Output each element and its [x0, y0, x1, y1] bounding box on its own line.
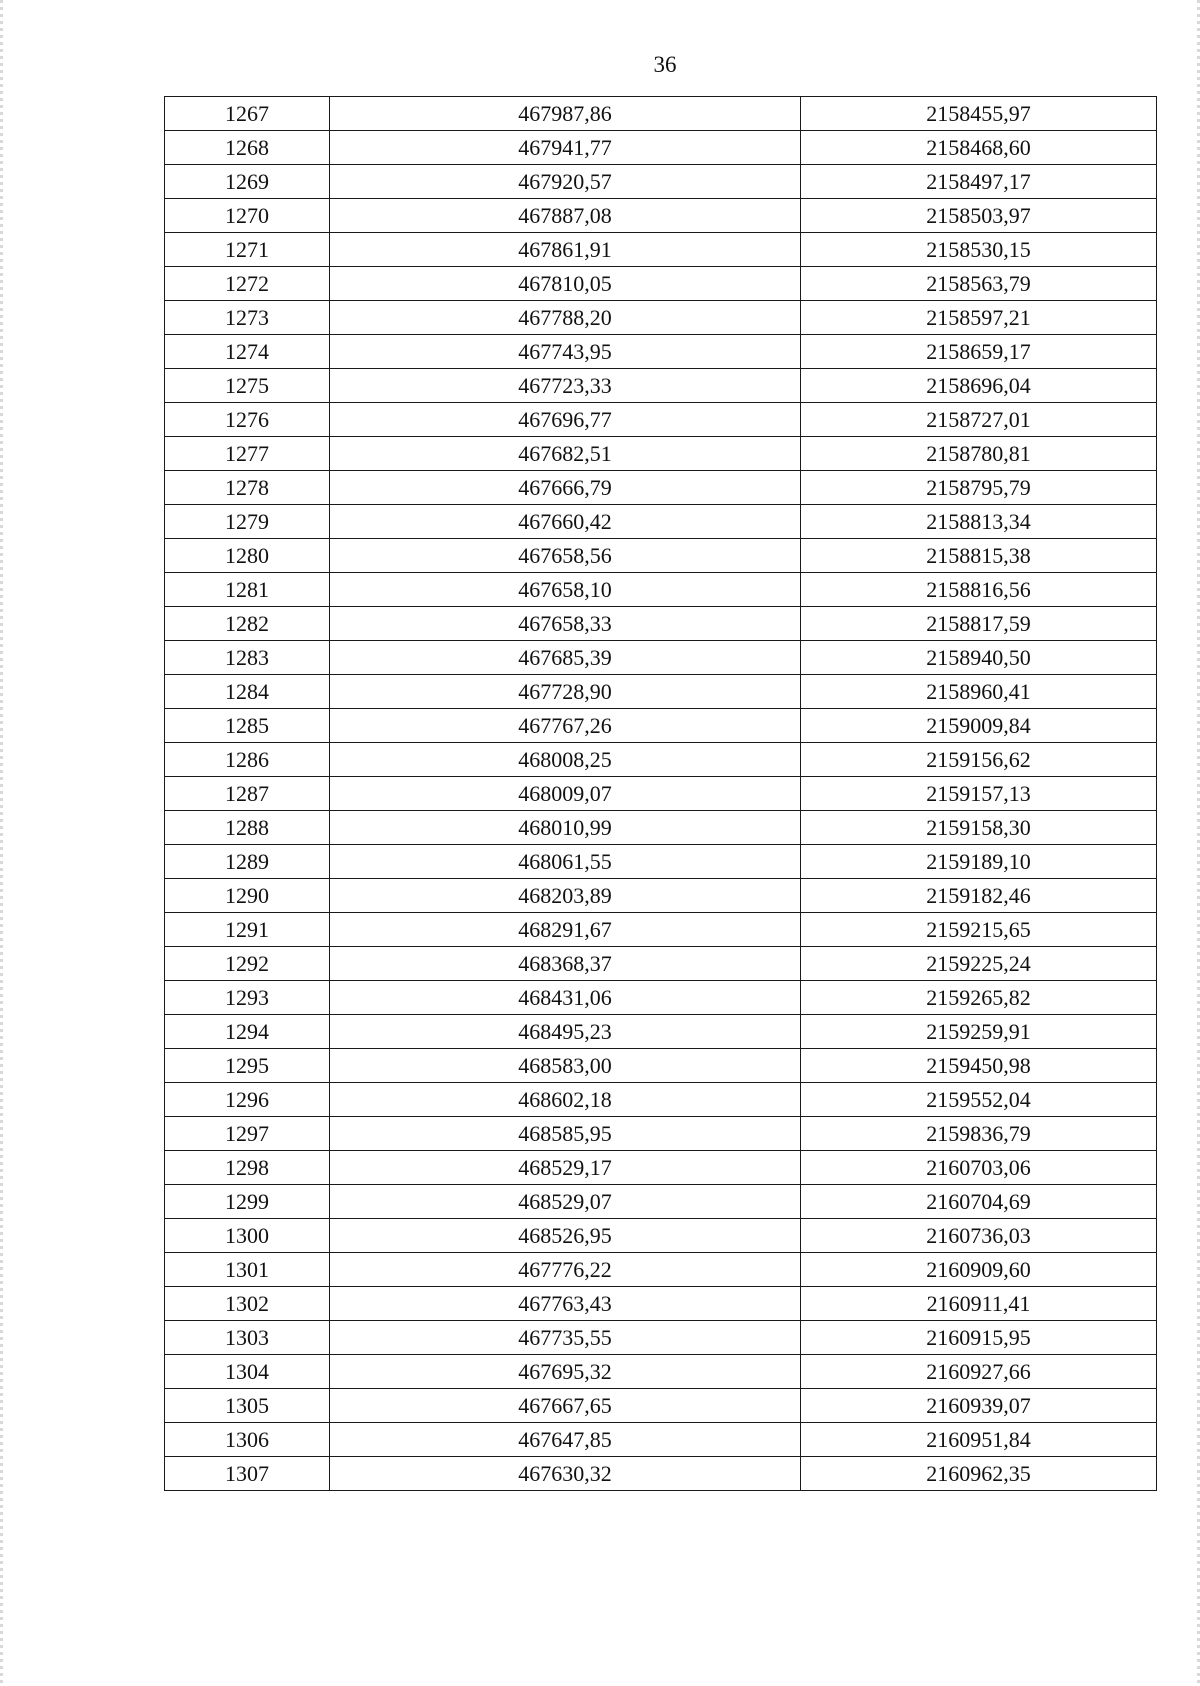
- table-row: [165, 437, 1157, 471]
- point-number-cell: 1288: [165, 811, 330, 845]
- table-row: [165, 1457, 1157, 1491]
- point-number-cell: 1285: [165, 709, 330, 743]
- table-row: [165, 777, 1157, 811]
- x-coordinate-cell: 467685,39: [330, 641, 801, 675]
- x-coordinate-cell: 467987,86: [330, 97, 801, 131]
- x-coordinate-cell: 467920,57: [330, 165, 801, 199]
- table-row: [165, 845, 1157, 879]
- y-coordinate-cell: 2159836,79: [801, 1117, 1157, 1151]
- y-coordinate-cell: 2158468,60: [801, 131, 1157, 165]
- point-number-cell: 1277: [165, 437, 330, 471]
- table-row: [165, 1389, 1157, 1423]
- point-number-cell: 1299: [165, 1185, 330, 1219]
- point-number-cell: 1278: [165, 471, 330, 505]
- point-number-cell: 1273: [165, 301, 330, 335]
- x-coordinate-cell: 467658,33: [330, 607, 801, 641]
- table-row: [165, 301, 1157, 335]
- y-coordinate-cell: 2158960,41: [801, 675, 1157, 709]
- table-row: [165, 539, 1157, 573]
- table-row: [165, 131, 1157, 165]
- table-row: [165, 1151, 1157, 1185]
- point-number-cell: 1267: [165, 97, 330, 131]
- x-coordinate-cell: 467767,26: [330, 709, 801, 743]
- scan-edge-left: [0, 0, 3, 1686]
- point-number-cell: 1303: [165, 1321, 330, 1355]
- x-coordinate-cell: 467630,32: [330, 1457, 801, 1491]
- y-coordinate-cell: 2159182,46: [801, 879, 1157, 913]
- y-coordinate-cell: 2158597,21: [801, 301, 1157, 335]
- x-coordinate-cell: 467776,22: [330, 1253, 801, 1287]
- x-coordinate-cell: 468583,00: [330, 1049, 801, 1083]
- y-coordinate-cell: 2159189,10: [801, 845, 1157, 879]
- x-coordinate-cell: 467682,51: [330, 437, 801, 471]
- table-row: [165, 1219, 1157, 1253]
- point-number-cell: 1268: [165, 131, 330, 165]
- x-coordinate-cell: 468008,25: [330, 743, 801, 777]
- point-number-cell: 1291: [165, 913, 330, 947]
- table-row: [165, 403, 1157, 437]
- point-number-cell: 1307: [165, 1457, 330, 1491]
- point-number-cell: 1305: [165, 1389, 330, 1423]
- x-coordinate-cell: 468010,99: [330, 811, 801, 845]
- x-coordinate-cell: 467810,05: [330, 267, 801, 301]
- point-number-cell: 1295: [165, 1049, 330, 1083]
- y-coordinate-cell: 2158795,79: [801, 471, 1157, 505]
- table-row: [165, 1321, 1157, 1355]
- y-coordinate-cell: 2160915,95: [801, 1321, 1157, 1355]
- point-number-cell: 1275: [165, 369, 330, 403]
- point-number-cell: 1292: [165, 947, 330, 981]
- table-row: [165, 1253, 1157, 1287]
- x-coordinate-cell: 468529,07: [330, 1185, 801, 1219]
- y-coordinate-cell: 2158727,01: [801, 403, 1157, 437]
- table-row: [165, 1287, 1157, 1321]
- table-row: [165, 233, 1157, 267]
- table-row: [165, 743, 1157, 777]
- point-number-cell: 1300: [165, 1219, 330, 1253]
- table-row: [165, 335, 1157, 369]
- table-row: [165, 505, 1157, 539]
- table-row: [165, 471, 1157, 505]
- x-coordinate-cell: 468526,95: [330, 1219, 801, 1253]
- x-coordinate-cell: 467735,55: [330, 1321, 801, 1355]
- y-coordinate-cell: 2160909,60: [801, 1253, 1157, 1287]
- x-coordinate-cell: 467666,79: [330, 471, 801, 505]
- y-coordinate-cell: 2158497,17: [801, 165, 1157, 199]
- y-coordinate-cell: 2159156,62: [801, 743, 1157, 777]
- point-number-cell: 1284: [165, 675, 330, 709]
- y-coordinate-cell: 2158816,56: [801, 573, 1157, 607]
- point-number-cell: 1272: [165, 267, 330, 301]
- y-coordinate-cell: 2158530,15: [801, 233, 1157, 267]
- table-row: [165, 913, 1157, 947]
- y-coordinate-cell: 2160951,84: [801, 1423, 1157, 1457]
- table-row: [165, 1049, 1157, 1083]
- table-row: [165, 199, 1157, 233]
- coordinates-table-body: [165, 97, 1157, 1491]
- x-coordinate-cell: 468203,89: [330, 879, 801, 913]
- x-coordinate-cell: 467728,90: [330, 675, 801, 709]
- point-number-cell: 1269: [165, 165, 330, 199]
- y-coordinate-cell: 2160704,69: [801, 1185, 1157, 1219]
- x-coordinate-cell: 467658,10: [330, 573, 801, 607]
- x-coordinate-cell: 467743,95: [330, 335, 801, 369]
- table-row: [165, 369, 1157, 403]
- point-number-cell: 1290: [165, 879, 330, 913]
- point-number-cell: 1294: [165, 1015, 330, 1049]
- table-row: [165, 641, 1157, 675]
- x-coordinate-cell: 467660,42: [330, 505, 801, 539]
- y-coordinate-cell: 2160962,35: [801, 1457, 1157, 1491]
- x-coordinate-cell: 467887,08: [330, 199, 801, 233]
- x-coordinate-cell: 467658,56: [330, 539, 801, 573]
- table-row: [165, 947, 1157, 981]
- y-coordinate-cell: 2160939,07: [801, 1389, 1157, 1423]
- y-coordinate-cell: 2159158,30: [801, 811, 1157, 845]
- point-number-cell: 1297: [165, 1117, 330, 1151]
- table-row: [165, 267, 1157, 301]
- y-coordinate-cell: 2158659,17: [801, 335, 1157, 369]
- point-number-cell: 1289: [165, 845, 330, 879]
- coordinates-table: [164, 96, 1157, 1491]
- table-row: [165, 165, 1157, 199]
- x-coordinate-cell: 467861,91: [330, 233, 801, 267]
- x-coordinate-cell: 468368,37: [330, 947, 801, 981]
- y-coordinate-cell: 2159225,24: [801, 947, 1157, 981]
- y-coordinate-cell: 2158813,34: [801, 505, 1157, 539]
- y-coordinate-cell: 2158815,38: [801, 539, 1157, 573]
- point-number-cell: 1302: [165, 1287, 330, 1321]
- y-coordinate-cell: 2158696,04: [801, 369, 1157, 403]
- x-coordinate-cell: 467667,65: [330, 1389, 801, 1423]
- x-coordinate-cell: 468291,67: [330, 913, 801, 947]
- y-coordinate-cell: 2158940,50: [801, 641, 1157, 675]
- point-number-cell: 1301: [165, 1253, 330, 1287]
- y-coordinate-cell: 2158817,59: [801, 607, 1157, 641]
- y-coordinate-cell: 2158503,97: [801, 199, 1157, 233]
- point-number-cell: 1276: [165, 403, 330, 437]
- point-number-cell: 1298: [165, 1151, 330, 1185]
- x-coordinate-cell: 468431,06: [330, 981, 801, 1015]
- point-number-cell: 1283: [165, 641, 330, 675]
- x-coordinate-cell: 467696,77: [330, 403, 801, 437]
- point-number-cell: 1282: [165, 607, 330, 641]
- y-coordinate-cell: 2159157,13: [801, 777, 1157, 811]
- x-coordinate-cell: 467647,85: [330, 1423, 801, 1457]
- table-row: [165, 981, 1157, 1015]
- y-coordinate-cell: 2159265,82: [801, 981, 1157, 1015]
- table-row: [165, 1423, 1157, 1457]
- point-number-cell: 1279: [165, 505, 330, 539]
- table-row: [165, 811, 1157, 845]
- table-row: [165, 573, 1157, 607]
- x-coordinate-cell: 468529,17: [330, 1151, 801, 1185]
- y-coordinate-cell: 2160927,66: [801, 1355, 1157, 1389]
- table-row: [165, 709, 1157, 743]
- y-coordinate-cell: 2158455,97: [801, 97, 1157, 131]
- x-coordinate-cell: 467695,32: [330, 1355, 801, 1389]
- y-coordinate-cell: 2159552,04: [801, 1083, 1157, 1117]
- x-coordinate-cell: 467723,33: [330, 369, 801, 403]
- table-row: [165, 1015, 1157, 1049]
- point-number-cell: 1296: [165, 1083, 330, 1117]
- point-number-cell: 1270: [165, 199, 330, 233]
- x-coordinate-cell: 468061,55: [330, 845, 801, 879]
- table-row: [165, 97, 1157, 131]
- x-coordinate-cell: 468009,07: [330, 777, 801, 811]
- point-number-cell: 1293: [165, 981, 330, 1015]
- y-coordinate-cell: 2159009,84: [801, 709, 1157, 743]
- x-coordinate-cell: 468495,23: [330, 1015, 801, 1049]
- point-number-cell: 1274: [165, 335, 330, 369]
- y-coordinate-cell: 2158780,81: [801, 437, 1157, 471]
- point-number-cell: 1281: [165, 573, 330, 607]
- point-number-cell: 1287: [165, 777, 330, 811]
- y-coordinate-cell: 2159259,91: [801, 1015, 1157, 1049]
- point-number-cell: 1306: [165, 1423, 330, 1457]
- y-coordinate-cell: 2160736,03: [801, 1219, 1157, 1253]
- y-coordinate-cell: 2159215,65: [801, 913, 1157, 947]
- table-row: [165, 1185, 1157, 1219]
- table-row: [165, 607, 1157, 641]
- page-number: 36: [653, 52, 677, 77]
- table-row: [165, 1117, 1157, 1151]
- point-number-cell: 1271: [165, 233, 330, 267]
- point-number-cell: 1280: [165, 539, 330, 573]
- x-coordinate-cell: 467763,43: [330, 1287, 801, 1321]
- x-coordinate-cell: 468602,18: [330, 1083, 801, 1117]
- table-row: [165, 675, 1157, 709]
- point-number-cell: 1286: [165, 743, 330, 777]
- x-coordinate-cell: 468585,95: [330, 1117, 801, 1151]
- x-coordinate-cell: 467788,20: [330, 301, 801, 335]
- y-coordinate-cell: 2160911,41: [801, 1287, 1157, 1321]
- table-row: [165, 1355, 1157, 1389]
- table-row: [165, 1083, 1157, 1117]
- y-coordinate-cell: 2159450,98: [801, 1049, 1157, 1083]
- x-coordinate-cell: 467941,77: [330, 131, 801, 165]
- y-coordinate-cell: 2158563,79: [801, 267, 1157, 301]
- table-row: [165, 879, 1157, 913]
- y-coordinate-cell: 2160703,06: [801, 1151, 1157, 1185]
- point-number-cell: 1304: [165, 1355, 330, 1389]
